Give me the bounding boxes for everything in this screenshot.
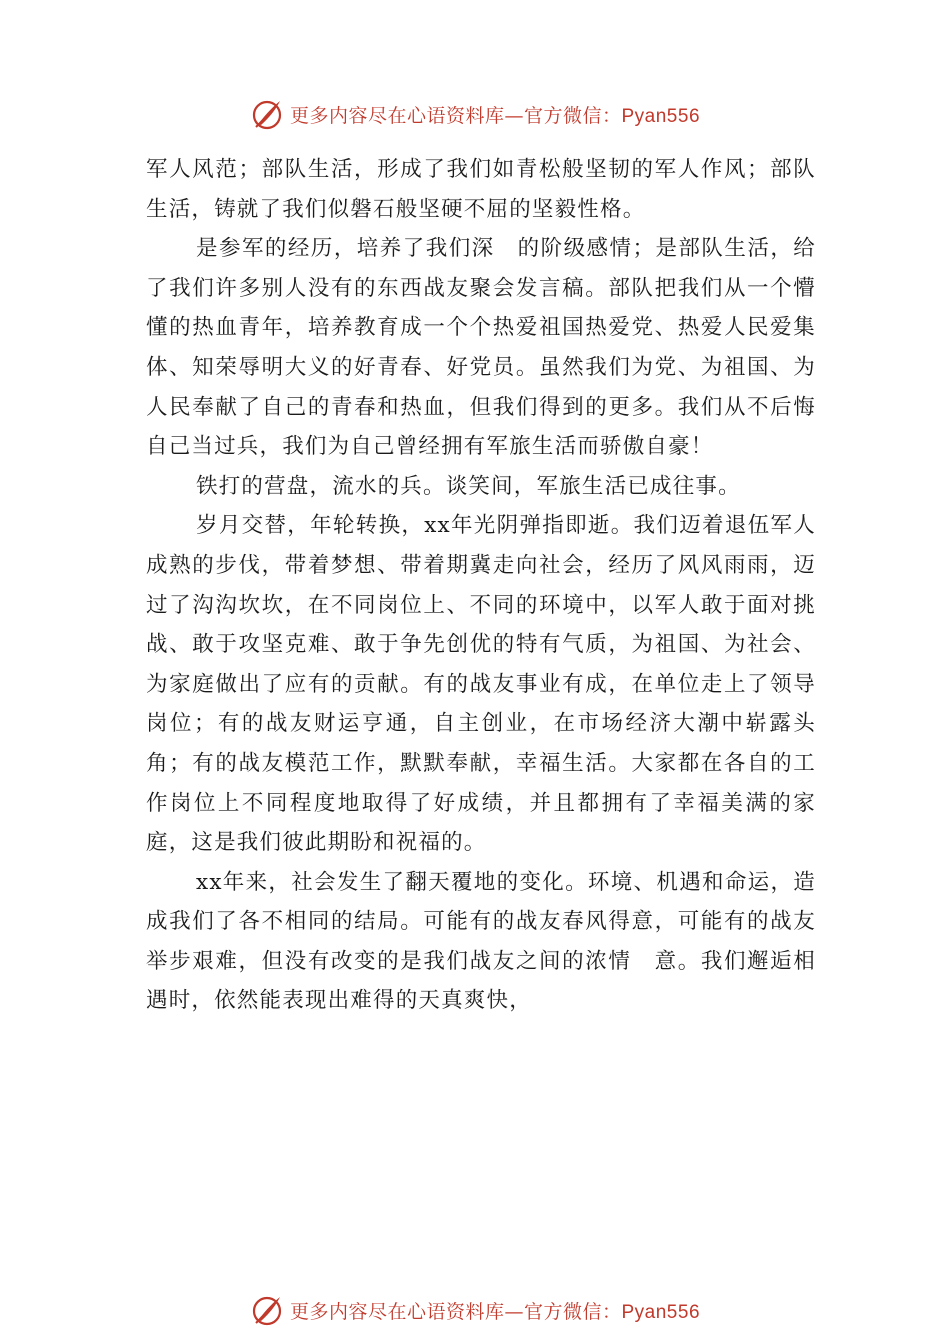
paragraph-4: 岁月交替，年轮转换，xx年光阴弹指即逝。我们迈着退伍军人成熟的步伐，带着梦想、带着期冀走向社会，经历了风风雨雨，迈过了沟沟坎坎，在不同岗位上、不同的环境中，以军人敢于面对挑战、敢于攻坚克难、敢于争先创优的特有气质，为祖国、为社会、为家庭做出了应有的贡献。有的战友事业有成，在单位走上了领导岗位；有的战友财运亨通，自主创业，在市场经济大潮中崭露头角；有的战友模范工作，默默奉献，幸福生活。大家都在各自的工作岗位上不同程度地取得了好成绩，并且都拥有了幸福美满的家庭，这是我们彼此期盼和祝福的。 xyxy=(146,513,816,856)
document-body xyxy=(146,150,816,1021)
banner-text: 更多内容尽在心语资料库—官方微信：Pyan556 xyxy=(289,1300,701,1323)
quill-pen-logo-icon xyxy=(250,97,284,131)
paragraph-3: 铁打的营盘，流水的兵。谈笑间，军旅生活已成往事。 xyxy=(196,473,741,499)
banner-text: 更多内容尽在心语资料库—官方微信：Pyan556 xyxy=(289,104,701,127)
paragraph-1: 军人风范；部队生活，形成了我们如青松般坚韧的军人作风；部队生活，铸就了我们似磐石般坚硬不屈的坚毅性格。 xyxy=(146,157,816,222)
wechat-id: Pyan556 xyxy=(621,105,701,127)
paragraph-2: 是参军的经历，培养了我们深 的阶级感情；是部队生活，给了我们许多别人没有的东西战友聚会发言稿。部队把我们从一个懵懂的热血青年，培养教育成一个个热爱祖国热爱党、热爱人民爱集体、知荣辱明大义的好青春、好党员。虽然我们为党、为祖国、为人民奉献了自己的青春和热血，但我们得到的更多。我们从不后悔自己当过兵，我们为自己曾经拥有军旅生活而骄傲自豪！ xyxy=(146,236,816,460)
footer-banner xyxy=(0,1290,950,1330)
quill-pen-logo-icon xyxy=(250,1293,284,1327)
paragraph-5: xx年来，社会发生了翻天覆地的变化。环境、机遇和命运，造成我们了各不相同的结局。可能有的战友春风得意，可能有的战友举步艰难，但没有改变的是我们战友之间的浓情 意。我们邂逅相遇时，依然能表现出难得的天真爽快， xyxy=(146,869,816,1014)
header-banner xyxy=(0,94,950,134)
wechat-id: Pyan556 xyxy=(621,1301,701,1323)
